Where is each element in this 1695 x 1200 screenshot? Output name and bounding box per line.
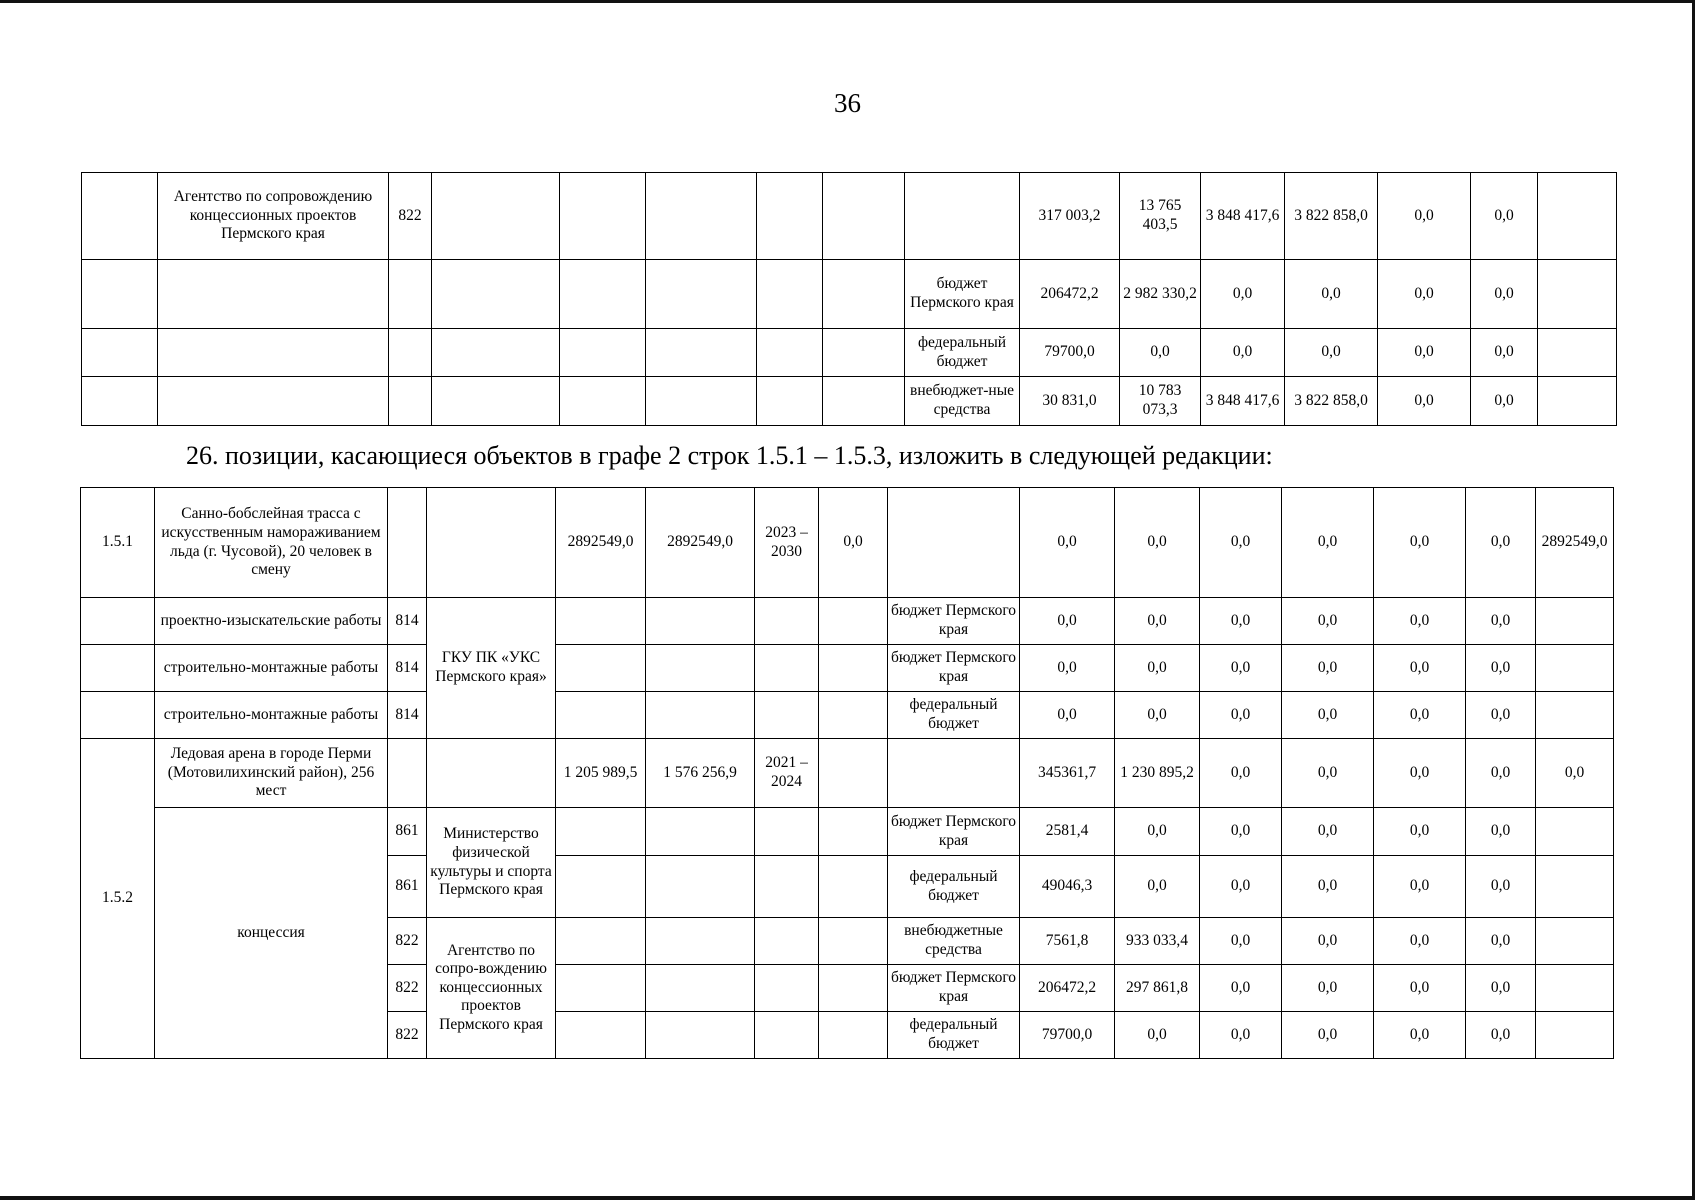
scan-border-bottom	[0, 1196, 1695, 1200]
empty-cell	[560, 260, 646, 329]
value-cell: 0,0	[1115, 808, 1200, 856]
table-row	[81, 488, 1614, 598]
value-cell: 0,0	[1471, 260, 1538, 329]
empty-cell	[1536, 692, 1614, 739]
value-cell: 0,0	[1285, 260, 1378, 329]
source-cell: бюджет Пермского края	[888, 808, 1020, 856]
empty-cell	[427, 488, 556, 598]
empty-cell	[388, 739, 427, 808]
empty-cell	[556, 1012, 646, 1059]
period-cell: 2021 – 2024	[755, 739, 819, 808]
source-cell	[905, 173, 1020, 260]
value-cell: 0,0	[1374, 965, 1466, 1012]
source-cell: внебюджетные средства	[888, 918, 1020, 965]
work-type: строительно-монтажные работы	[155, 645, 388, 692]
value-cell: 3 848 417,6	[1201, 377, 1285, 426]
value-cell: 13 765 403,5	[1120, 173, 1201, 260]
value-cell: 0,0	[1471, 173, 1538, 260]
code-cell: 814	[388, 692, 427, 739]
source-cell: федеральный бюджет	[888, 692, 1020, 739]
value-cell: 0,0	[1200, 1012, 1282, 1059]
value-cell: 0,0	[1466, 645, 1536, 692]
value-cell: 0,0	[1466, 488, 1536, 598]
table-row	[81, 598, 1614, 645]
value-cell: 0,0	[1466, 692, 1536, 739]
value-cell: 0,0	[1374, 598, 1466, 645]
customer-ministry: Министерство физической культуры и спорта Пермского края	[427, 808, 556, 918]
empty-cell	[1536, 856, 1614, 918]
empty-cell	[646, 377, 757, 426]
code-cell: 822	[389, 173, 432, 260]
empty-cell	[819, 965, 888, 1012]
value-cell: 3 848 417,6	[1201, 173, 1285, 260]
value-cell: 0,0	[1374, 808, 1466, 856]
object-name: Ледовая арена в городе Перми (Мотовилихинский район), 256 мест	[155, 739, 388, 808]
value-cell: 0,0	[1200, 488, 1282, 598]
empty-cell	[556, 645, 646, 692]
value-cell: 79700,0	[1020, 329, 1120, 377]
value-cell: 0,0	[1378, 329, 1471, 377]
value-cell: 0,0	[1020, 645, 1115, 692]
value-cell: 0,0	[1020, 598, 1115, 645]
value-cell: 49046,3	[1020, 856, 1115, 918]
empty-cell	[646, 856, 755, 918]
empty-cell	[755, 856, 819, 918]
empty-cell	[432, 173, 560, 260]
value-cell	[1538, 260, 1617, 329]
object-name: Санно-бобслейная трасса с искусственным намораживанием льда (г. Чусовой), 20 человек в смену	[155, 488, 388, 598]
work-type: строительно-монтажные работы	[155, 692, 388, 739]
empty-cell	[1536, 645, 1614, 692]
empty-cell	[823, 377, 905, 426]
empty-cell	[388, 488, 427, 598]
table-row	[82, 329, 1617, 377]
empty-cell	[755, 598, 819, 645]
empty-cell	[646, 808, 755, 856]
empty-cell	[823, 173, 905, 260]
empty-cell	[757, 173, 823, 260]
customer-agency: Агентство по сопро-вождению концессионных проектов Пермского края	[427, 918, 556, 1059]
empty-cell	[560, 377, 646, 426]
empty-cell	[888, 488, 1020, 598]
value-cell: 0,0	[1200, 692, 1282, 739]
empty-cell	[646, 329, 757, 377]
empty-cell	[646, 918, 755, 965]
value-cell: 0,0	[1282, 598, 1374, 645]
value-cell: 0,0	[1374, 739, 1466, 808]
value-cell: 933 033,4	[1115, 918, 1200, 965]
empty-cell	[755, 692, 819, 739]
source-cell: внебюджет-ные средства	[905, 377, 1020, 426]
value-cell: 0,0	[1374, 645, 1466, 692]
empty-cell	[646, 260, 757, 329]
value-cell: 0,0	[1282, 808, 1374, 856]
source-cell: бюджет Пермского края	[888, 645, 1020, 692]
value-cell: 0,0	[1378, 173, 1471, 260]
source-cell: федеральный бюджет	[905, 329, 1020, 377]
value-cell: 0,0	[1466, 918, 1536, 965]
name-cell	[158, 377, 389, 426]
source-cell: федеральный бюджет	[888, 1012, 1020, 1059]
empty-cell	[823, 260, 905, 329]
value-cell: 0,0	[1120, 329, 1201, 377]
source-cell: бюджет Пермского края	[888, 598, 1020, 645]
empty-cell	[81, 645, 155, 692]
row-number: 1.5.1	[81, 488, 155, 598]
value-cell: 0,0	[1200, 808, 1282, 856]
empty-cell	[823, 329, 905, 377]
empty-cell	[1536, 598, 1614, 645]
table-row	[82, 377, 1617, 426]
value-cell: 0,0	[1285, 329, 1378, 377]
empty-cell	[757, 260, 823, 329]
value-cell: 317 003,2	[1020, 173, 1120, 260]
value-cell: 0,0	[1378, 377, 1471, 426]
value-cell: 2892549,0	[1536, 488, 1614, 598]
value-cell: 10 783 073,3	[1120, 377, 1201, 426]
value-cell: 0,0	[1466, 1012, 1536, 1059]
code-cell	[389, 260, 432, 329]
empty-cell	[755, 918, 819, 965]
empty-cell	[755, 965, 819, 1012]
code-cell	[389, 377, 432, 426]
empty-cell	[819, 918, 888, 965]
value-cell: 0,0	[1282, 965, 1374, 1012]
empty-cell	[646, 173, 757, 260]
empty-cell	[560, 329, 646, 377]
value-cell	[1538, 377, 1617, 426]
value-cell: 0,0	[1115, 645, 1200, 692]
value-cell: 2892549,0	[556, 488, 646, 598]
empty-cell	[819, 598, 888, 645]
empty-cell	[819, 856, 888, 918]
code-cell: 822	[388, 918, 427, 965]
empty-cell	[646, 598, 755, 645]
code-cell: 822	[388, 1012, 427, 1059]
empty-cell	[646, 965, 755, 1012]
value-cell: 0,0	[1115, 1012, 1200, 1059]
empty-cell	[556, 808, 646, 856]
value-cell: 0,0	[1201, 329, 1285, 377]
table-row	[81, 808, 1614, 856]
table-row	[82, 173, 1617, 260]
code-cell: 861	[388, 856, 427, 918]
empty-cell	[819, 1012, 888, 1059]
value-cell: 0,0	[1200, 739, 1282, 808]
empty-cell	[556, 692, 646, 739]
empty-cell	[1536, 965, 1614, 1012]
empty-cell	[755, 645, 819, 692]
value-cell: 0,0	[1282, 692, 1374, 739]
customer-ukc: ГКУ ПК «УКС Пермского края»	[427, 598, 556, 739]
table-row	[81, 645, 1614, 692]
empty-cell	[82, 377, 158, 426]
value-cell: 79700,0	[1020, 1012, 1115, 1059]
empty-cell	[757, 377, 823, 426]
code-cell: 861	[388, 808, 427, 856]
value-cell: 30 831,0	[1020, 377, 1120, 426]
source-cell: бюджет Пермского края	[905, 260, 1020, 329]
agency-name: Агентство по сопровождению концессионных проектов Пермского края	[158, 173, 389, 260]
empty-cell	[757, 329, 823, 377]
empty-cell	[82, 329, 158, 377]
value-cell: 1 230 895,2	[1115, 739, 1200, 808]
empty-cell	[819, 808, 888, 856]
value-cell: 0,0	[1200, 965, 1282, 1012]
value-cell: 0,0	[1115, 598, 1200, 645]
value-cell: 3 822 858,0	[1285, 173, 1378, 260]
value-cell: 0,0	[1115, 692, 1200, 739]
value-cell: 3 822 858,0	[1285, 377, 1378, 426]
code-cell: 814	[388, 598, 427, 645]
empty-cell	[556, 856, 646, 918]
value-cell: 0,0	[1374, 856, 1466, 918]
value-cell: 0,0	[1201, 260, 1285, 329]
empty-cell	[81, 692, 155, 739]
bottom-table	[80, 487, 1614, 1059]
empty-cell	[646, 645, 755, 692]
value-cell: 0,0	[1466, 808, 1536, 856]
value-cell: 0,0	[1374, 692, 1466, 739]
value-cell: 2 982 330,2	[1120, 260, 1201, 329]
value-cell: 206472,2	[1020, 260, 1120, 329]
work-type: проектно-изыскательские работы	[155, 598, 388, 645]
empty-cell	[556, 598, 646, 645]
empty-cell	[1536, 918, 1614, 965]
scan-border-top	[0, 0, 1695, 3]
source-cell: бюджет Пермского края	[888, 965, 1020, 1012]
value-cell: 0,0	[1282, 918, 1374, 965]
value-cell: 0,0	[1471, 377, 1538, 426]
code-cell: 814	[388, 645, 427, 692]
value-cell: 0,0	[1378, 260, 1471, 329]
code-cell: 822	[388, 965, 427, 1012]
value-cell: 0,0	[1471, 329, 1538, 377]
empty-cell	[819, 645, 888, 692]
value-cell: 206472,2	[1020, 965, 1115, 1012]
value-cell: 0,0	[1020, 692, 1115, 739]
value-cell: 0,0	[1115, 856, 1200, 918]
empty-cell	[1536, 1012, 1614, 1059]
empty-cell	[755, 1012, 819, 1059]
empty-cell	[82, 260, 158, 329]
period-cell: 2023 – 2030	[755, 488, 819, 598]
value-cell	[1538, 329, 1617, 377]
value-cell: 0,0	[1282, 1012, 1374, 1059]
empty-cell	[560, 173, 646, 260]
value-cell: 345361,7	[1020, 739, 1115, 808]
value-cell: 0,0	[1374, 1012, 1466, 1059]
empty-cell	[819, 739, 888, 808]
value-cell: 7561,8	[1020, 918, 1115, 965]
value-cell: 297 861,8	[1115, 965, 1200, 1012]
empty-cell	[646, 692, 755, 739]
empty-cell	[556, 918, 646, 965]
value-cell: 0,0	[1374, 918, 1466, 965]
value-cell: 0,0	[1200, 598, 1282, 645]
empty-cell	[82, 173, 158, 260]
value-cell: 0,0	[1020, 488, 1115, 598]
top-table	[81, 172, 1617, 426]
value-cell: 0,0	[1536, 739, 1614, 808]
value-cell	[1538, 173, 1617, 260]
value-cell: 0,0	[1466, 739, 1536, 808]
code-cell	[389, 329, 432, 377]
value-cell: 1 205 989,5	[556, 739, 646, 808]
name-cell	[158, 329, 389, 377]
table-row	[82, 260, 1617, 329]
name-cell	[158, 260, 389, 329]
empty-cell	[646, 1012, 755, 1059]
table-row	[81, 739, 1614, 808]
value-cell: 0,0	[1282, 488, 1374, 598]
empty-cell	[888, 739, 1020, 808]
empty-cell	[1536, 808, 1614, 856]
value-cell: 2892549,0	[646, 488, 755, 598]
value-cell: 0,0	[1374, 488, 1466, 598]
empty-cell	[755, 808, 819, 856]
value-cell: 0,0	[1115, 488, 1200, 598]
table-row	[81, 692, 1614, 739]
value-cell: 2581,4	[1020, 808, 1115, 856]
value-cell: 0,0	[1466, 965, 1536, 1012]
empty-cell	[432, 260, 560, 329]
value-cell: 0,0	[1466, 856, 1536, 918]
value-cell: 0,0	[819, 488, 888, 598]
empty-cell	[81, 598, 155, 645]
value-cell: 0,0	[1200, 645, 1282, 692]
value-cell: 0,0	[1200, 918, 1282, 965]
row-number: 1.5.2	[81, 739, 155, 1059]
value-cell: 0,0	[1282, 739, 1374, 808]
source-cell: федеральный бюджет	[888, 856, 1020, 918]
value-cell: 0,0	[1200, 856, 1282, 918]
empty-cell	[819, 692, 888, 739]
value-cell: 0,0	[1466, 598, 1536, 645]
empty-cell	[556, 965, 646, 1012]
concession-label: концессия	[155, 808, 388, 1059]
value-cell: 0,0	[1282, 856, 1374, 918]
amendment-instruction: 26. позиции, касающиеся объектов в графе 2 строк 1.5.1 – 1.5.3, изложить в следующей редакции:	[186, 441, 1273, 470]
page-number: 36	[834, 88, 861, 118]
empty-cell	[427, 739, 556, 808]
empty-cell	[432, 377, 560, 426]
empty-cell	[432, 329, 560, 377]
value-cell: 0,0	[1282, 645, 1374, 692]
value-cell: 1 576 256,9	[646, 739, 755, 808]
